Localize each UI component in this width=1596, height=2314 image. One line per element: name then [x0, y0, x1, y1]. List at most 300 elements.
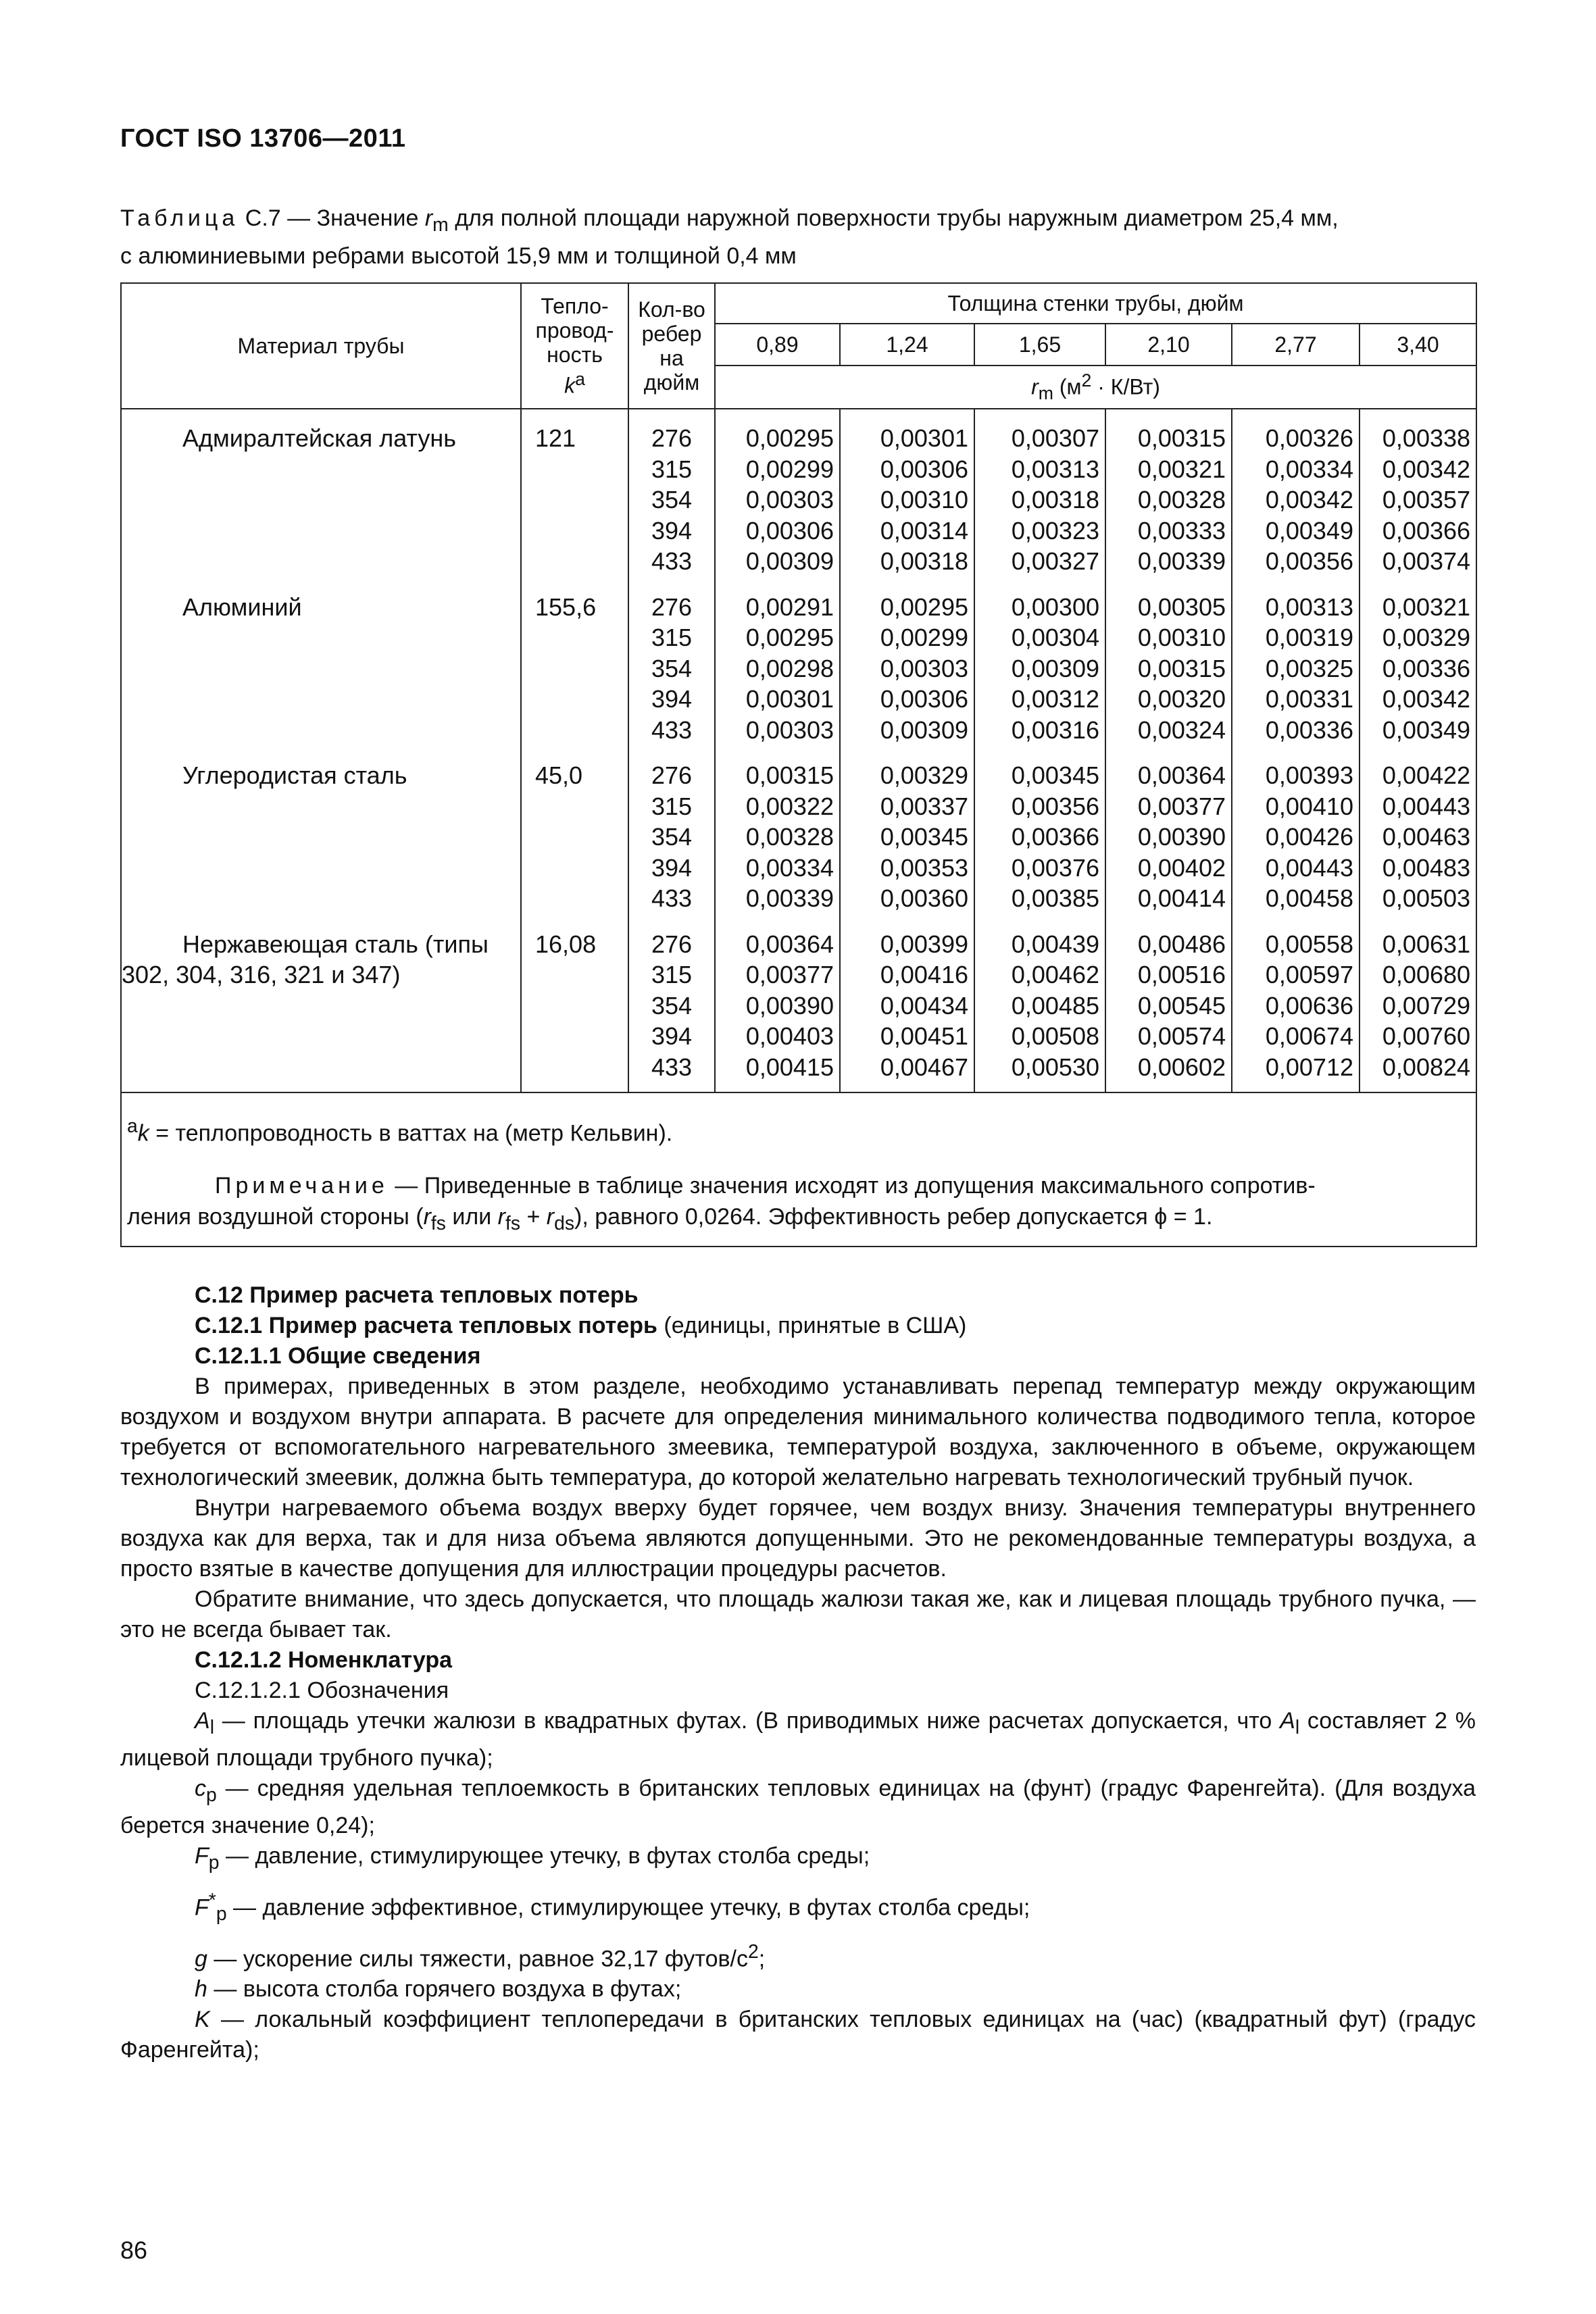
value-cell: 0,00403 [715, 1021, 840, 1052]
caption-number: С.7 [245, 205, 281, 231]
conductivity-cell [521, 653, 628, 684]
value-cell: 0,00602 [1105, 1052, 1232, 1083]
conductivity-cell: 155,6 [521, 592, 628, 623]
table-row [121, 592, 1476, 623]
value-cell: 0,00434 [840, 990, 974, 1022]
header-thickness-4: 2,77 [1232, 324, 1360, 366]
paragraph-1: В примерах, приведенных в этом разделе, необходимо устанавливать перепад температур между окружающим воздухом и воздухом внутри аппарата. В расчете для определения минимального количества подводимого тепла, которое требуется от вспомогательного нагревательного змеевика, температурой воздуха, заключенного в объеме, окружающем технологический змеевик, должна быть температура, до которой желательно нагревать технологический трубный пучок. [120, 1374, 1476, 1490]
unit-symbol: r [1031, 374, 1039, 399]
value-cell: 0,00309 [715, 546, 840, 577]
sym-h-text: — высота столба горячего воздуха в футах; [207, 1976, 682, 2002]
value-cell: 0,00508 [974, 1021, 1105, 1052]
conductivity-cell [521, 515, 628, 547]
conductivity-cell [521, 454, 628, 485]
sym-A-text: — площадь утечки жалюзи в квадратных футах. (В приводимых ниже расчетах допускается, что [214, 1708, 1280, 1734]
header-ribs-line2: ребер [641, 322, 702, 346]
material-cell [121, 929, 521, 960]
material-cell [121, 546, 521, 577]
sym-A-sub-2: l [1295, 1716, 1300, 1738]
sym-h: h [195, 1976, 207, 2002]
note-plus: + [520, 1204, 547, 1230]
note-text2a: ления воздушной стороны ( [127, 1204, 424, 1230]
value-cell: 0,00318 [974, 484, 1105, 515]
value-cell: 0,00674 [1232, 1021, 1360, 1052]
value-cell: 0,00631 [1360, 929, 1476, 960]
value-cell: 0,00339 [715, 883, 840, 914]
value-cell: 0,00315 [1105, 423, 1232, 454]
conductivity-cell [521, 715, 628, 746]
value-cell: 0,00345 [974, 760, 1105, 791]
value-cell: 0,00393 [1232, 760, 1360, 791]
value-cell: 0,00305 [1105, 592, 1232, 623]
table-row [121, 546, 1476, 577]
value-cell: 0,00295 [840, 592, 974, 623]
value-cell: 0,00320 [1105, 684, 1232, 715]
value-cell: 0,00298 [715, 653, 840, 684]
sym-A-text2: составляет 2 % лицевой площади трубного пучка); [120, 1708, 1476, 1771]
material-cell [121, 454, 521, 485]
sym-g-text: — ускорение силы тяжести, равное 32,17 футов/с [207, 1945, 749, 1971]
value-cell: 0,00338 [1360, 423, 1476, 454]
note-fs2: fs [505, 1213, 521, 1235]
material-name: Адмиралтейская латунь [182, 424, 456, 452]
caption-text-after: для полной площади наружной поверхности трубы наружным диаметром 25,4 мм, [448, 205, 1339, 231]
value-cell: 0,00323 [974, 515, 1105, 547]
ribs-cell: 276 [628, 929, 715, 960]
value-cell: 0,00485 [974, 990, 1105, 1022]
material-cell [121, 653, 521, 684]
material-cell [121, 684, 521, 715]
ribs-cell: 394 [628, 1021, 715, 1052]
value-cell: 0,00313 [974, 454, 1105, 485]
ribs-cell: 315 [628, 622, 715, 653]
header-unit [715, 366, 1476, 409]
header-material: Материал трубы [121, 283, 521, 409]
ribs-cell: 354 [628, 822, 715, 853]
value-cell: 0,00306 [840, 454, 974, 485]
value-cell: 0,00319 [1232, 622, 1360, 653]
group-gap [121, 914, 1476, 929]
symbol-c [120, 1774, 1476, 1841]
value-cell: 0,00377 [1105, 791, 1232, 822]
material-cell [121, 1021, 521, 1052]
value-cell: 0,00376 [974, 853, 1105, 884]
ribs-cell: 433 [628, 715, 715, 746]
table-note [127, 1170, 1476, 1201]
unit-text: (м [1053, 374, 1082, 399]
value-cell: 0,00334 [715, 853, 840, 884]
data-table [120, 282, 1477, 1247]
unit-sup: 2 [1081, 370, 1092, 391]
caption-subscript: m [432, 213, 449, 236]
conductivity-cell [521, 883, 628, 914]
value-cell: 0,00516 [1105, 959, 1232, 990]
conductivity-cell [521, 822, 628, 853]
value-cell: 0,00426 [1232, 822, 1360, 853]
note-text2c: = 1. [1167, 1204, 1213, 1230]
heading-c12121: С.12.1.2.1 Обозначения [195, 1678, 449, 1703]
symbol-K [120, 2005, 1476, 2065]
note-phi: ϕ [1154, 1204, 1168, 1230]
value-cell: 0,00306 [715, 515, 840, 547]
conductivity-cell [521, 546, 628, 577]
value-cell: 0,00443 [1360, 791, 1476, 822]
sym-Fs-sub: p [216, 1903, 227, 1926]
value-cell: 0,00712 [1232, 1052, 1360, 1083]
value-cell: 0,00377 [715, 959, 840, 990]
ribs-cell: 433 [628, 1052, 715, 1083]
value-cell: 0,00356 [1232, 546, 1360, 577]
value-cell: 0,00318 [840, 546, 974, 577]
value-cell: 0,00597 [1232, 959, 1360, 990]
value-cell: 0,00402 [1105, 853, 1232, 884]
table-row [121, 929, 1476, 960]
value-cell: 0,00353 [840, 853, 974, 884]
conductivity-cell [521, 1052, 628, 1083]
table-row [121, 622, 1476, 653]
ribs-cell: 394 [628, 515, 715, 547]
paragraph-3: Обратите внимание, что здесь допускается, что площадь жалюзи такая же, как и лицевая площадь трубного пучка, — это не всегда бывает так. [120, 1586, 1476, 1642]
value-cell: 0,00306 [840, 684, 974, 715]
table-row [121, 822, 1476, 853]
heading-c121 [120, 1311, 1476, 1341]
table-row [121, 1052, 1476, 1083]
material-cell [121, 822, 521, 853]
value-cell: 0,00390 [715, 990, 840, 1022]
note-label: Примечание [215, 1173, 389, 1199]
value-cell: 0,00291 [715, 592, 840, 623]
heading-c1212: С.12.1.2 Номенклатура [195, 1647, 453, 1673]
header-thickness-3: 2,10 [1105, 324, 1232, 366]
conductivity-cell: 121 [521, 423, 628, 454]
value-cell: 0,00312 [974, 684, 1105, 715]
value-cell: 0,00574 [1105, 1021, 1232, 1052]
header-ribs-line4: дюйм [643, 370, 700, 395]
value-cell: 0,00458 [1232, 883, 1360, 914]
group-gap [121, 745, 1476, 760]
ribs-cell: 354 [628, 484, 715, 515]
value-cell: 0,00314 [840, 515, 974, 547]
value-cell: 0,00313 [1232, 592, 1360, 623]
sym-F-sub: p [208, 1851, 220, 1873]
note-r2: r [497, 1204, 505, 1230]
value-cell: 0,00385 [974, 883, 1105, 914]
ribs-cell: 394 [628, 684, 715, 715]
value-cell: 0,00303 [840, 653, 974, 684]
footnote [127, 1111, 1476, 1149]
footnote-sup: a [127, 1115, 138, 1137]
table-row [121, 423, 1476, 454]
ribs-cell: 354 [628, 653, 715, 684]
material-cell [121, 990, 521, 1022]
value-cell: 0,00315 [715, 760, 840, 791]
value-cell: 0,00374 [1360, 546, 1476, 577]
table-row [121, 760, 1476, 791]
conductivity-cell [521, 484, 628, 515]
group-gap [121, 409, 1476, 423]
ribs-cell: 354 [628, 990, 715, 1022]
value-cell: 0,00399 [840, 929, 974, 960]
value-cell: 0,00336 [1360, 653, 1476, 684]
sym-K-text: — локальный коэффициент теплопередачи в британских тепловых единицах на (час) (квадратный фут) (градус Фаренгейта); [120, 2006, 1476, 2063]
header-k-line3: ность [547, 343, 603, 368]
symbol-A [120, 1706, 1476, 1774]
group-gap [121, 1082, 1476, 1092]
sym-c-sub: p [206, 1784, 217, 1806]
value-cell: 0,00366 [974, 822, 1105, 853]
value-cell: 0,00558 [1232, 929, 1360, 960]
header-thickness-1: 1,24 [840, 324, 974, 366]
sym-K: K [195, 2006, 210, 2032]
sym-Fs-text: — давление эффективное, стимулирующее утечку, в футах столба среды; [226, 1894, 1030, 1921]
value-cell: 0,00329 [1360, 622, 1476, 653]
value-cell: 0,00295 [715, 423, 840, 454]
ribs-cell: 315 [628, 454, 715, 485]
table-row [121, 515, 1476, 547]
ribs-cell: 433 [628, 883, 715, 914]
value-cell: 0,00325 [1232, 653, 1360, 684]
material-cell [121, 622, 521, 653]
value-cell: 0,00680 [1360, 959, 1476, 990]
value-cell: 0,00326 [1232, 423, 1360, 454]
value-cell: 0,00349 [1232, 515, 1360, 547]
value-cell: 0,00309 [974, 653, 1105, 684]
header-k-sup: a [575, 369, 585, 390]
value-cell: 0,00324 [1105, 715, 1232, 746]
value-cell: 0,00337 [840, 791, 974, 822]
heading-c12: С.12 Пример расчета тепловых потерь [195, 1282, 639, 1308]
value-cell: 0,00295 [715, 622, 840, 653]
note-r3: r [546, 1204, 555, 1230]
value-cell: 0,00357 [1360, 484, 1476, 515]
value-cell: 0,00322 [715, 791, 840, 822]
table-row [121, 684, 1476, 715]
value-cell: 0,00310 [840, 484, 974, 515]
value-cell: 0,00307 [974, 423, 1105, 454]
material-cell [121, 1052, 521, 1083]
value-cell: 0,00301 [715, 684, 840, 715]
value-cell: 0,00349 [1360, 715, 1476, 746]
value-cell: 0,00530 [974, 1052, 1105, 1083]
ribs-cell: 276 [628, 760, 715, 791]
note-r1: r [423, 1204, 431, 1230]
value-cell: 0,00309 [840, 715, 974, 746]
value-cell: 0,00356 [974, 791, 1105, 822]
caption-text-before: — Значение [280, 205, 425, 231]
conductivity-cell [521, 853, 628, 884]
conductivity-cell: 45,0 [521, 760, 628, 791]
footnote-symbol: k [137, 1120, 149, 1147]
note-text1: — Приведенные в таблице значения исходят из допущения максимального сопротив- [388, 1173, 1316, 1199]
table-row [121, 454, 1476, 485]
ribs-cell: 276 [628, 592, 715, 623]
sym-F: F [195, 1842, 209, 1869]
table-row [121, 959, 1476, 990]
conductivity-cell [521, 684, 628, 715]
unit-sub: m [1038, 383, 1053, 404]
value-cell: 0,00303 [715, 484, 840, 515]
table-caption [120, 203, 1476, 272]
header-k-line1: Тепло- [541, 294, 609, 319]
header-ribs-line1: Кол-во [638, 297, 705, 322]
conductivity-cell: 16,08 [521, 929, 628, 960]
value-cell: 0,00301 [840, 423, 974, 454]
sym-Fs-sup: * [208, 1890, 216, 1912]
value-cell: 0,00300 [974, 592, 1105, 623]
symbol-F-star [120, 1886, 1476, 1930]
header-conductivity [521, 283, 628, 409]
value-cell: 0,00328 [715, 822, 840, 853]
conductivity-cell [521, 959, 628, 990]
value-cell: 0,00364 [715, 929, 840, 960]
sym-g: g [195, 1945, 207, 1971]
material-cell [121, 760, 521, 791]
value-cell: 0,00415 [715, 1052, 840, 1083]
conductivity-cell [521, 990, 628, 1022]
sym-A-2: A [1280, 1708, 1295, 1734]
value-cell: 0,00299 [840, 622, 974, 653]
value-cell: 0,00366 [1360, 515, 1476, 547]
table-row [121, 484, 1476, 515]
ribs-cell: 315 [628, 791, 715, 822]
value-cell: 0,00334 [1232, 454, 1360, 485]
sym-A: A [195, 1708, 210, 1734]
group-gap [121, 577, 1476, 592]
value-cell: 0,00342 [1360, 684, 1476, 715]
value-cell: 0,00315 [1105, 653, 1232, 684]
table-note-line2 [127, 1201, 1476, 1246]
header-k-line2: провод- [535, 318, 614, 343]
conductivity-cell [521, 791, 628, 822]
material-cell [121, 715, 521, 746]
material-name: Алюминий [182, 593, 302, 621]
unit-rest: · К/Вт) [1091, 374, 1160, 399]
value-cell: 0,00345 [840, 822, 974, 853]
sym-A-sub: l [209, 1716, 214, 1738]
value-cell: 0,00422 [1360, 760, 1476, 791]
caption-line2: с алюминиевыми ребрами высотой 15,9 мм и толщиной 0,4 мм [120, 243, 797, 269]
table-footer [121, 1092, 1476, 1247]
sym-c: c [195, 1775, 206, 1801]
value-cell: 0,00760 [1360, 1021, 1476, 1052]
table-row [121, 715, 1476, 746]
material-name: Углеродистая сталь [182, 761, 407, 789]
table-row [121, 883, 1476, 914]
value-cell: 0,00329 [840, 760, 974, 791]
table-row [121, 853, 1476, 884]
table-row [121, 653, 1476, 684]
value-cell: 0,00360 [840, 883, 974, 914]
header-ribs [628, 283, 715, 409]
heading-c121-bold: С.12.1 Пример расчета тепловых потерь [195, 1313, 657, 1338]
value-cell: 0,00328 [1105, 484, 1232, 515]
value-cell: 0,00339 [1105, 546, 1232, 577]
note-fs1: fs [430, 1213, 446, 1235]
value-cell: 0,00824 [1360, 1052, 1476, 1083]
ribs-cell: 276 [628, 423, 715, 454]
material-cell [121, 959, 521, 990]
value-cell: 0,00416 [840, 959, 974, 990]
sym-Fs: F [195, 1894, 209, 1921]
footnote-text: = теплопроводность в ваттах на (метр Кельвин). [149, 1120, 673, 1147]
symbol-h [120, 1974, 1476, 2005]
value-cell: 0,00342 [1232, 484, 1360, 515]
value-cell: 0,00486 [1105, 929, 1232, 960]
ribs-cell: 315 [628, 959, 715, 990]
sym-g-end: ; [758, 1945, 766, 1971]
value-cell: 0,00467 [840, 1052, 974, 1083]
material-cell [121, 484, 521, 515]
material-cell [121, 423, 521, 454]
value-cell: 0,00636 [1232, 990, 1360, 1022]
sym-g-sup: 2 [748, 1940, 759, 1963]
material-cell [121, 791, 521, 822]
value-cell: 0,00414 [1105, 883, 1232, 914]
value-cell: 0,00443 [1232, 853, 1360, 884]
value-cell: 0,00327 [974, 546, 1105, 577]
value-cell: 0,00333 [1105, 515, 1232, 547]
value-cell: 0,00299 [715, 454, 840, 485]
material-name-line2: 302, 304, 316, 321 и 347) [122, 961, 401, 988]
note-text2b: ), равного 0,0264. Эффективность ребер допускается [574, 1204, 1155, 1230]
value-cell: 0,00545 [1105, 990, 1232, 1022]
ribs-cell: 394 [628, 853, 715, 884]
table-body [121, 409, 1476, 1092]
table-row [121, 791, 1476, 822]
value-cell: 0,00463 [1360, 822, 1476, 853]
value-cell: 0,00331 [1232, 684, 1360, 715]
table-row [121, 1021, 1476, 1052]
document-header: ГОСТ ISO 13706—2011 [120, 124, 406, 153]
sym-F-text: — давление, стимулирующее утечку, в футах столба среды; [219, 1842, 870, 1869]
note-ds: ds [554, 1213, 575, 1235]
value-cell: 0,00451 [840, 1021, 974, 1052]
material-cell [121, 853, 521, 884]
body-text [120, 1280, 1476, 2065]
heading-c121-rest: (единицы, принятые в США) [657, 1313, 967, 1338]
value-cell: 0,00390 [1105, 822, 1232, 853]
value-cell: 0,00304 [974, 622, 1105, 653]
header-thickness-2: 1,65 [974, 324, 1105, 366]
material-cell [121, 592, 521, 623]
value-cell: 0,00321 [1360, 592, 1476, 623]
header-ribs-line3: на [659, 346, 684, 370]
value-cell: 0,00310 [1105, 622, 1232, 653]
symbol-g [120, 1937, 1476, 1974]
value-cell: 0,00336 [1232, 715, 1360, 746]
material-cell [121, 883, 521, 914]
value-cell: 0,00316 [974, 715, 1105, 746]
value-cell: 0,00364 [1105, 760, 1232, 791]
value-cell: 0,00321 [1105, 454, 1232, 485]
heading-c1211: С.12.1.1 Общие сведения [195, 1343, 481, 1369]
header-thickness: Толщина стенки трубы, дюйм [715, 283, 1476, 324]
ribs-cell: 433 [628, 546, 715, 577]
value-cell: 0,00462 [974, 959, 1105, 990]
material-name: Нержавеющая сталь (типы [182, 930, 489, 958]
conductivity-cell [521, 1021, 628, 1052]
table-row [121, 990, 1476, 1022]
header-k-symbol: k [564, 373, 576, 398]
value-cell: 0,00410 [1232, 791, 1360, 822]
value-cell: 0,00503 [1360, 883, 1476, 914]
sym-c-text: — средняя удельная теплоемкость в британских тепловых единицах на (фунт) (градус Фаренгейта). (Для воздуха берется значение 0,24); [120, 1775, 1476, 1838]
header-thickness-0: 0,89 [715, 324, 840, 366]
caption-label: Таблица [120, 205, 239, 231]
material-cell [121, 515, 521, 547]
symbol-F [120, 1841, 1476, 1878]
value-cell: 0,00729 [1360, 990, 1476, 1022]
